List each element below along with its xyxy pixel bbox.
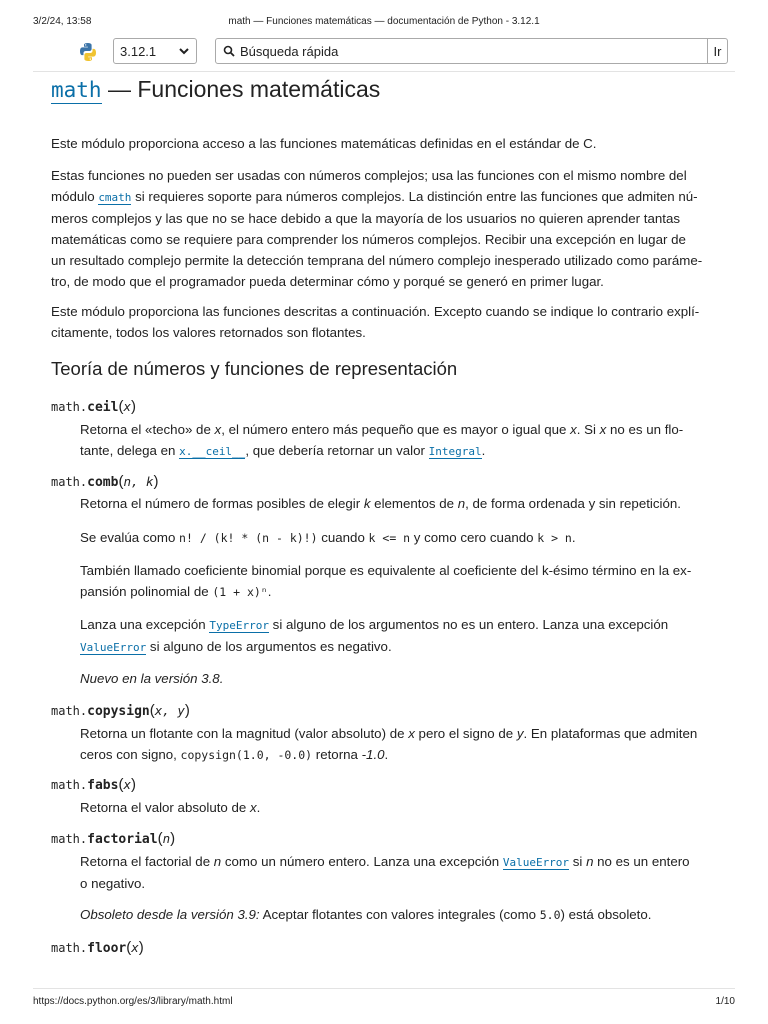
text: si requieres soporte para números complejos. La distinción entre las funciones que admiten nú- xyxy=(131,189,698,204)
text: x xyxy=(408,726,415,741)
text: n xyxy=(457,496,466,511)
code: (1 + x)ⁿ xyxy=(212,585,268,599)
version-select[interactable] xyxy=(113,38,197,64)
sig-name: factorial xyxy=(87,832,158,847)
page-count: 1/10 xyxy=(715,996,735,1007)
text: , que debería retornar un valor xyxy=(245,443,429,458)
sig-name: copysign xyxy=(87,704,150,719)
version-value: 3.12.1 xyxy=(120,44,157,59)
text: pansión polinomial de xyxy=(80,584,213,599)
text: n xyxy=(586,854,594,869)
intro-p2-line: tro, de modo que el programador pueda determinar cómo y porqué se generó en primer lugar. xyxy=(51,274,604,289)
comb-description-1 xyxy=(80,493,717,514)
text: . Si xyxy=(576,422,600,437)
comb-description-2 xyxy=(80,527,717,549)
intro-p3-line: Este módulo proporciona las funciones descritas a continuación. Excepto cuando se indique lo contrario explí- xyxy=(51,304,700,319)
print-title: math — Funciones matemáticas — documentación de Python - 3.12.1 xyxy=(228,16,540,27)
typeerror-link[interactable]: TypeError xyxy=(209,619,269,632)
text: pero el signo de xyxy=(414,726,517,741)
text: Retorna el número de formas posibles de elegir xyxy=(80,496,364,511)
text: . xyxy=(256,800,261,815)
text: x xyxy=(214,422,222,437)
module-name-link[interactable]: math xyxy=(51,78,102,102)
intro-paragraph-2 xyxy=(51,165,717,292)
text: Obsoleto desde la versión 3.9: xyxy=(80,907,260,922)
desc-line xyxy=(80,851,717,873)
intro-p2-line xyxy=(51,186,717,208)
text: x xyxy=(570,422,577,437)
intro-p2-line: meros complejos y las que no se hace debido a que la mayoría de los usuarios no quieren aprender tantas xyxy=(51,211,681,226)
ceil-description xyxy=(80,419,717,462)
text: ceros con signo, xyxy=(80,747,181,762)
sig-args: n xyxy=(162,831,171,846)
intro-paragraph-3 xyxy=(51,301,717,343)
intro-p2-line: matemáticas como se requiere para comprender los números complejos. Recibir una excepción en lugar de xyxy=(51,232,686,247)
sig-prefix: math. xyxy=(51,778,88,792)
text: tante, delega en xyxy=(80,443,180,458)
text: . xyxy=(571,530,576,545)
text: x xyxy=(250,800,257,815)
code: 5.0 xyxy=(539,908,561,922)
print-footer xyxy=(33,996,735,1010)
signature-factorial: math.factorial(n) xyxy=(51,830,176,847)
sig-name: comb xyxy=(87,475,119,490)
factorial-deprecation-note xyxy=(80,904,717,926)
desc-line: o negativo. xyxy=(80,876,146,891)
desc-line xyxy=(80,440,717,462)
sig-prefix: math. xyxy=(51,704,88,718)
text: elementos de xyxy=(370,496,458,511)
search-input[interactable] xyxy=(215,38,708,64)
chevron-down-icon xyxy=(178,45,190,57)
text: ) está obsoleto. xyxy=(560,907,652,922)
ceil-dunder-link[interactable]: x.__ceil__ xyxy=(179,445,246,458)
sig-prefix: math. xyxy=(51,400,88,414)
sig-name: ceil xyxy=(87,400,119,415)
text: y xyxy=(516,726,524,741)
valueerror-link[interactable]: ValueError xyxy=(80,641,147,654)
text: . xyxy=(267,584,272,599)
desc-line xyxy=(80,636,717,658)
desc-line xyxy=(80,581,717,603)
code: k <= n xyxy=(368,531,411,545)
signature-ceil: math.ceil(x) xyxy=(51,398,136,415)
text: si xyxy=(569,854,587,869)
text: Aceptar flotantes con valores integrales (como xyxy=(259,907,540,922)
sig-args: x xyxy=(123,777,131,792)
text: no es un entero xyxy=(593,854,690,869)
text: x xyxy=(599,422,607,437)
comb-version-note: Nuevo en la versión 3.8. xyxy=(80,671,224,686)
comb-description-4 xyxy=(80,614,717,658)
section-title: Teoría de números y funciones de representación xyxy=(51,358,458,379)
text: cuando xyxy=(317,530,369,545)
page-title-rest: — Funciones matemáticas xyxy=(101,76,381,102)
signature-comb: math.comb(n, k) xyxy=(51,473,159,490)
text: módulo xyxy=(51,189,99,204)
text: si alguno de los argumentos es negativo. xyxy=(146,639,392,654)
code: k > n xyxy=(537,531,572,545)
text: Retorna un flotante con la magnitud (valor absoluto) de xyxy=(80,726,409,741)
signature-fabs: math.fabs(x) xyxy=(51,776,136,793)
footer-divider xyxy=(33,988,735,989)
desc-line: También llamado coeficiente binomial porque es equivalente al coeficiente del k-ésimo término en la ex- xyxy=(80,563,692,578)
factorial-description xyxy=(80,851,717,894)
valueerror-link[interactable]: ValueError xyxy=(502,856,570,869)
sig-args: x, y xyxy=(154,703,185,718)
code: copysign(1.0, -0.0) xyxy=(180,748,313,762)
text: n xyxy=(213,854,222,869)
sig-prefix: math. xyxy=(51,832,88,846)
text: k xyxy=(363,496,371,511)
text: si alguno de los argumentos no es un entero. Lanza una excepción xyxy=(268,617,669,632)
text: no es un flo- xyxy=(606,422,684,437)
text: Retorna el «techo» de xyxy=(80,422,215,437)
signature-floor: math.floor(x) xyxy=(51,939,144,956)
comb-description-3 xyxy=(80,560,717,603)
text: y como cero cuando xyxy=(410,530,538,545)
text: . xyxy=(384,747,389,762)
search-icon xyxy=(223,45,235,57)
sig-prefix: math. xyxy=(51,475,88,489)
text: Retorna el factorial de xyxy=(80,854,214,869)
toolbar-divider xyxy=(33,71,735,72)
intro-p2-line: un resultado complejo permite la detección temprana del número complejo inesperado utilizado como paráme- xyxy=(51,253,703,268)
text: Retorna el valor absoluto de xyxy=(80,800,251,815)
sig-name: fabs xyxy=(87,778,119,793)
intro-p2-line: Estas funciones no pueden ser usadas con números complejos; usa las funciones con el mismo nombre del xyxy=(51,168,687,183)
integral-link[interactable]: Integral xyxy=(428,445,482,458)
text: como un número entero. Lanza una excepción xyxy=(221,854,503,869)
cmath-link[interactable]: cmath xyxy=(98,191,132,204)
sig-prefix: math. xyxy=(51,941,88,955)
page-title xyxy=(51,76,380,103)
desc-line xyxy=(80,723,717,744)
fabs-description xyxy=(80,797,717,818)
desc-line xyxy=(80,744,717,766)
text: retorna xyxy=(312,747,362,762)
text: , de forma ordenada y sin repetición. xyxy=(465,496,681,511)
text: Se evalúa como xyxy=(80,530,180,545)
search-placeholder: Búsqueda rápida xyxy=(240,44,339,59)
desc-line xyxy=(80,614,717,636)
print-header xyxy=(33,16,735,30)
sig-args: x xyxy=(123,399,131,414)
text: . xyxy=(481,443,486,458)
sig-name: floor xyxy=(87,941,127,956)
intro-paragraph-1: Este módulo proporciona acceso a las funciones matemáticas definidas en el estándar de C. xyxy=(51,136,597,151)
text: , el número entero más pequeño que es mayor o igual que xyxy=(221,422,571,437)
code: n! / (k! * (n - k)!) xyxy=(179,531,318,545)
text: Lanza una excepción xyxy=(80,617,210,632)
intro-p3-line: citamente, todos los valores retornados son flotantes. xyxy=(51,325,366,340)
text: . En plataformas que admiten xyxy=(523,726,698,741)
copysign-description xyxy=(80,723,717,766)
desc-line xyxy=(80,419,717,440)
python-logo-icon[interactable] xyxy=(78,42,98,62)
go-button[interactable]: Ir xyxy=(707,38,728,64)
sig-args: n, k xyxy=(123,474,154,489)
sig-args: x xyxy=(131,940,139,955)
print-url: https://docs.python.org/es/3/library/math.html xyxy=(33,996,233,1007)
print-timestamp: 3/2/24, 13:58 xyxy=(33,16,92,27)
signature-copysign: math.copysign(x, y) xyxy=(51,702,190,719)
text: -1.0 xyxy=(361,747,385,762)
